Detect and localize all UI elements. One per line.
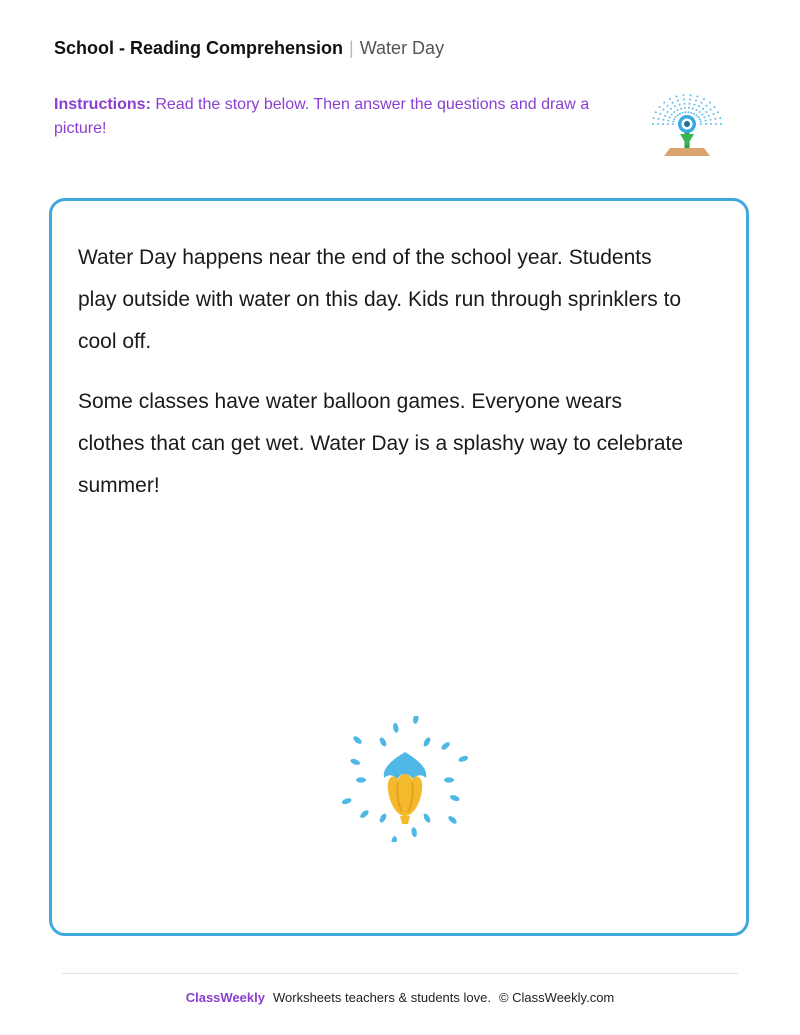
footer-copyright: © ClassWeekly.com: [498, 990, 615, 1005]
spray-dot: [663, 102, 665, 104]
spray-dot: [690, 94, 692, 96]
spray-dot: [701, 102, 703, 104]
spray-dot: [689, 99, 691, 101]
water-droplet: [350, 758, 361, 766]
spray-dot: [676, 96, 678, 98]
spray-dot: [672, 123, 674, 125]
spray-dot: [720, 123, 722, 125]
spray-dot: [677, 100, 679, 102]
spray-dot: [715, 123, 717, 125]
spray-dot: [667, 111, 669, 113]
spray-dot: [662, 123, 664, 125]
worksheet-subject: School - Reading Comprehension: [54, 38, 344, 58]
spray-dot: [701, 114, 703, 116]
spray-dot: [680, 108, 682, 110]
water-droplet: [391, 836, 398, 842]
spray-dot: [705, 105, 707, 107]
water-droplet: [356, 777, 366, 782]
water-droplet: [449, 794, 460, 802]
spray-dot: [695, 114, 697, 116]
spray-dot: [719, 117, 721, 119]
spray-dot: [703, 116, 705, 118]
water-droplet: [411, 827, 418, 838]
spray-dot: [702, 108, 704, 110]
header-separator: |: [349, 38, 354, 58]
spray-dot: [697, 96, 699, 98]
spray-dot: [682, 94, 684, 96]
page-footer: [0, 989, 800, 1007]
spray-dot: [693, 104, 695, 106]
story-paragraph-2: Some classes have water balloon games. Everyone wears clothes that can get wet. Water Day is a splashy way to celebrate summer!: [78, 390, 684, 497]
water-droplet: [352, 735, 363, 745]
water-droplet: [444, 777, 454, 782]
story-text: [78, 237, 688, 525]
spray-dot: [672, 102, 674, 104]
spray-dot: [717, 111, 719, 113]
spray-dot: [692, 108, 694, 110]
spray-dot: [705, 111, 707, 113]
spray-dot: [685, 111, 687, 113]
spray-dot: [713, 113, 715, 115]
spray-dot: [660, 113, 662, 115]
water-droplet: [422, 736, 432, 747]
spray-dot: [679, 113, 681, 115]
instructions: [54, 93, 614, 141]
water-droplet: [458, 755, 468, 763]
spray-dot: [710, 119, 712, 121]
spray-dot: [699, 118, 701, 120]
spray-dot: [655, 111, 657, 113]
spray-dot: [688, 107, 690, 109]
spray-dot: [667, 105, 669, 107]
instructions-label: Instructions:: [54, 96, 151, 113]
story-paragraph-1: Water Day happens near the end of the school year. Students play outside with water on this day. Kids run through sprinklers to cool off.: [78, 246, 682, 353]
spray-dot: [696, 109, 698, 111]
spray-dot: [708, 115, 710, 117]
spray-dot: [677, 109, 679, 111]
spray-dot: [714, 106, 716, 108]
spray-dot: [670, 108, 672, 110]
spray-dot: [714, 118, 716, 120]
spray-dot: [673, 111, 675, 113]
spray-dot: [671, 114, 673, 116]
spray-dot: [698, 105, 700, 107]
spray-dot: [653, 117, 655, 119]
spray-dot: [684, 103, 686, 105]
spray-dot: [699, 111, 701, 113]
spray-dot: [669, 98, 671, 100]
spray-dot: [669, 116, 671, 118]
spray-dot: [700, 121, 702, 123]
water-droplet: [412, 716, 419, 724]
sprinkler-icon: [644, 84, 730, 160]
spray-dot: [684, 107, 686, 109]
spray-dot: [673, 118, 675, 120]
spray-dot: [658, 118, 660, 120]
spray-dot: [705, 120, 707, 122]
worksheet-topic: Water Day: [359, 38, 445, 58]
spray-dot: [677, 114, 679, 116]
spray-dot: [710, 109, 712, 111]
spray-dot: [652, 123, 654, 125]
water-droplet: [447, 815, 458, 825]
spray-dot: [663, 109, 665, 111]
spray-dot: [703, 98, 705, 100]
spray-dot: [705, 123, 707, 125]
water-droplet: [359, 809, 370, 819]
spray-dot: [690, 112, 692, 114]
spray-dot: [667, 120, 669, 122]
spray-dot: [679, 104, 681, 106]
spray-dot: [667, 123, 669, 125]
story-box: [49, 198, 749, 936]
footer-divider: [62, 973, 738, 974]
footer-tagline: Worksheets teachers & students love.: [272, 990, 491, 1005]
footer-brand: ClassWeekly: [185, 990, 265, 1005]
water-droplet: [378, 736, 388, 747]
spray-dot: [693, 113, 695, 115]
spray-dot: [672, 121, 674, 123]
water-droplet: [342, 797, 352, 805]
spray-dot: [663, 119, 665, 121]
water-droplet: [392, 722, 399, 733]
water-droplet: [378, 812, 388, 823]
spray-dot: [674, 105, 676, 107]
instructions-text: Read the story below. Then answer the questions and draw a picture!: [54, 96, 590, 137]
spray-dot: [682, 112, 684, 114]
spray-dot: [709, 102, 711, 104]
spray-dot: [664, 115, 666, 117]
spray-dot: [695, 100, 697, 102]
spray-dot: [657, 123, 659, 125]
spray-dot: [700, 123, 702, 125]
water-droplet: [422, 812, 432, 823]
spray-dot: [689, 103, 691, 105]
water-balloon-splash-icon: [342, 716, 468, 842]
spray-dot: [697, 116, 699, 118]
spray-dot: [710, 123, 712, 125]
water-droplet: [440, 741, 451, 751]
spray-dot: [659, 106, 661, 108]
spray-dot: [688, 111, 690, 113]
spray-dot: [675, 116, 677, 118]
page-header: [54, 36, 444, 60]
spray-dot: [683, 99, 685, 101]
